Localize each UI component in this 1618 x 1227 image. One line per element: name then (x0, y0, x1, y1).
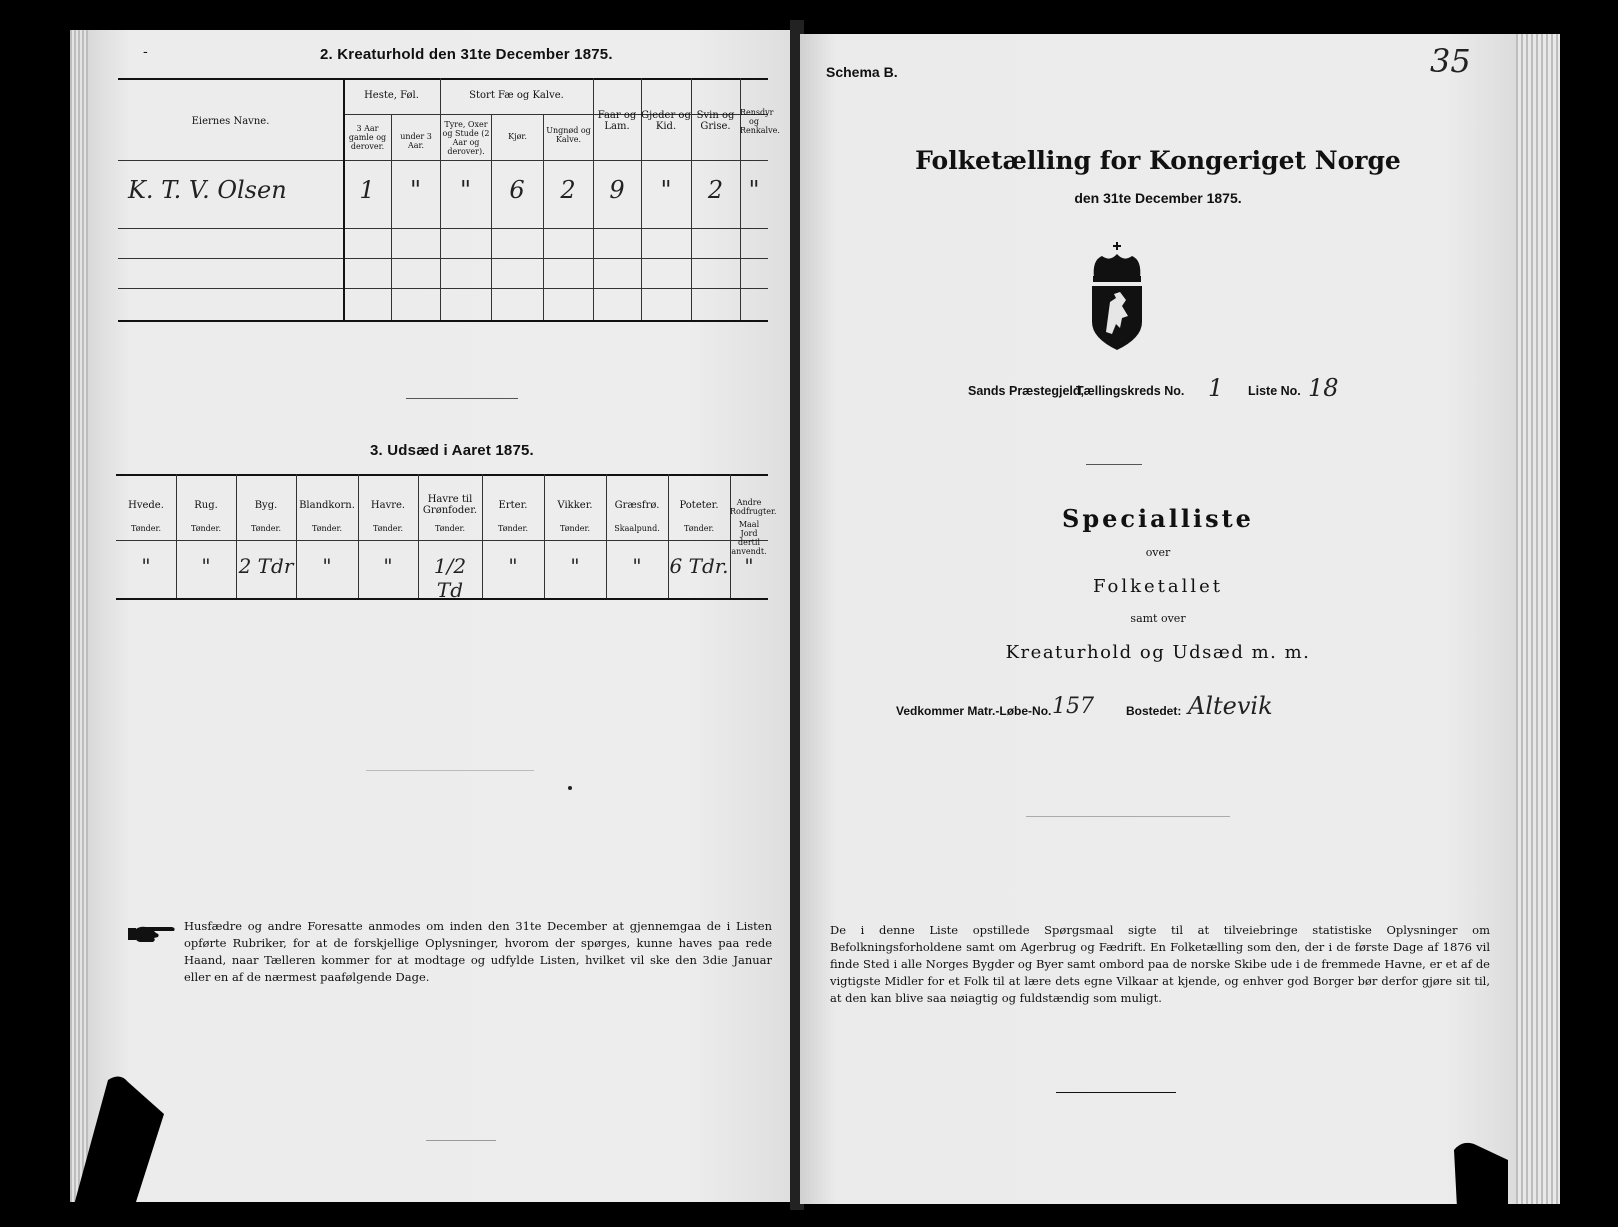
unit-rug: Tønder. (190, 524, 222, 533)
main-title: Folketælling for Kongeriget Norge (915, 146, 1401, 175)
table3-vline (606, 474, 607, 598)
table2-row-rule (118, 228, 768, 229)
faint-divider (366, 770, 534, 771)
table3-vline (236, 474, 237, 598)
coat-of-arms-icon (1086, 240, 1148, 352)
value-tyre: " (459, 176, 472, 204)
table2-row-rule (118, 288, 768, 289)
value-rug: " (201, 554, 211, 578)
schema-label: Schema B. (826, 64, 898, 80)
section3-title: 3. Udsæd i Aaret 1875. (370, 442, 534, 459)
heste-group-header: Heste, Føl. (364, 90, 419, 101)
footer-divider (1056, 1092, 1176, 1093)
col-byg: Byg. (254, 500, 278, 511)
unit-havre-gronfoder: Tønder. (434, 524, 466, 533)
value-vikker: " (570, 554, 580, 578)
footer-text: De i denne Liste opstillede Spørgsmaal sigte til at tilveiebringe statistiske Oplysninger om Befolkningsforholdene samt om Agerbrug og Fædrift. En Folketælling som den, der i de første Dage af 1876 vil finde Sted i alle Norges Bygder og Byer samt ombord paa de norske Skibe ude i de fremmede Havne, er et af de vigtigste Midler for et Folk til at lære dets egne Vilkaar at kjende, og enhver god Borger bør derfor gjøre sit til, at den kan blive saa nøiagtig og fuldstændig som muligt. (830, 923, 1490, 1005)
unit-havre: Tønder. (372, 524, 404, 533)
col-rensdyr: Rensdyr og Renkalve. (740, 108, 780, 135)
col-faar: Faar og Lam. (597, 110, 637, 132)
liste-value: 18 (1308, 374, 1339, 402)
unit-poteter: Tønder. (683, 524, 715, 533)
col-tyre: Tyre, Oxer og Stude (2 Aar og derover). (442, 120, 490, 156)
census-date: den 31te December 1875. (1074, 190, 1242, 206)
value-kjor: 6 (509, 176, 525, 204)
table3-top-rule (116, 474, 768, 476)
right-page-edges (1516, 34, 1560, 1204)
col-graesfro: Græsfrø. (614, 500, 660, 511)
book-clip-right (1448, 1140, 1508, 1227)
value-graesfro: " (632, 554, 642, 578)
kreds-label: Tællingskreds No. (1076, 384, 1185, 398)
left-page-edges (70, 30, 88, 1202)
notice-text: Husfædre og andre Foresatte anmodes om inden den 31te December at gjennemgaa de i Listen opførte Rubriker, for at de forskjellige Oplysninger, hvorom der spørges, kunne haves paa rede Haand, naar Tælleren kommer for at modtage og udfylde Listen, hvilket vil ske den 3die Januar eller en af de nærmest paafølgende Dage. (184, 919, 772, 984)
kreaturhold-udsaed-text: Kreaturhold og Udsæd m. m. (1005, 642, 1311, 663)
liste-label: Liste No. (1248, 384, 1301, 398)
matr-value: 157 (1052, 694, 1094, 719)
page-number: 35 (1430, 42, 1471, 80)
ink-dot (568, 786, 572, 790)
book-clip-left (68, 1074, 168, 1227)
table3-vline (176, 474, 177, 598)
col-heste-3aar: 3 Aar gamle og derover. (348, 124, 387, 151)
col-erter: Erter. (498, 500, 528, 511)
value-hvede: " (141, 554, 151, 578)
value-svin: 2 (707, 176, 724, 204)
value-gjeder: " (660, 176, 672, 204)
right-page (800, 34, 1516, 1204)
folketallet-text: Folketallet (1092, 576, 1224, 597)
faint-divider (426, 1140, 496, 1141)
value-andre-rodfrugter: " (744, 554, 754, 578)
bosted-value: Altevik (1188, 692, 1273, 720)
col-vikker: Vikker. (557, 500, 593, 511)
value-havre: " (383, 554, 393, 578)
kreds-value: 1 (1208, 374, 1224, 402)
value-ungnod: 2 (560, 176, 576, 204)
table3-vline (482, 474, 483, 598)
value-erter: " (508, 554, 518, 578)
pointing-hand-icon (126, 920, 178, 946)
col-blandkorn: Blandkorn. (299, 500, 355, 511)
table2-header-rule (118, 160, 768, 161)
owner-name-header: Eiernes Navne. (191, 116, 270, 127)
unit-vikker: Tønder. (559, 524, 591, 533)
bosted-label: Bostedet: (1126, 704, 1182, 718)
unit-graesfro: Skaalpund. (614, 524, 660, 533)
samt-over-text: samt over (1130, 612, 1186, 625)
col-havre: Havre. (370, 500, 406, 511)
value-rensdyr: " (748, 176, 760, 204)
owner-name-entry: K. T. V. Olsen (128, 176, 287, 204)
col-havre-gronfoder: Havre til Grønfoder. (422, 494, 478, 516)
table2-top-rule (118, 78, 768, 80)
value-havre-gronfoder: 1/2 Td (433, 554, 467, 602)
table2-vline (543, 114, 544, 320)
unit-blandkorn: Tønder. (311, 524, 343, 533)
value-heste-under3: " (409, 176, 422, 204)
prestegjeld-label: Sands Præstegjeld, (968, 384, 1085, 398)
unit-erter: Tønder. (497, 524, 529, 533)
value-poteter: 6 Tdr. (669, 554, 729, 578)
col-andre-rodfrugter: Andre Rodfrugter. (730, 498, 777, 516)
specialliste-title: Specialliste (1062, 504, 1254, 533)
value-faar: 9 (609, 176, 625, 204)
over-text: over (1145, 546, 1171, 559)
col-hvede: Hvede. (128, 500, 164, 511)
table3-vline (668, 474, 669, 598)
table3-vline (544, 474, 545, 598)
col-rug: Rug. (194, 500, 218, 511)
col-heste-under3: under 3 Aar. (400, 132, 432, 150)
table3-vline (296, 474, 297, 598)
value-blandkorn: " (322, 554, 332, 578)
value-byg: 2 Tdr (238, 554, 294, 578)
col-svin: Svin og Grise. (696, 110, 735, 132)
col-gjeder: Gjeder og Kid. (641, 110, 691, 132)
col-ungnod: Ungnød og Kalve. (546, 126, 591, 144)
faint-divider (1026, 816, 1230, 817)
table3-vline (358, 474, 359, 598)
col-poteter: Poteter. (679, 500, 719, 511)
matr-label: Vedkommer Matr.-Løbe-No. (896, 704, 1052, 718)
table3-header-rule (116, 540, 768, 541)
stort-fae-group-header: Stort Fæ og Kalve. (469, 90, 564, 101)
value-heste-3aar: 1 (359, 176, 375, 204)
table2-bottom-rule (118, 320, 768, 322)
divider-short (406, 398, 518, 399)
col-kjor: Kjør. (508, 132, 527, 141)
section2-title: 2. Kreaturhold den 31te December 1875. (320, 46, 613, 63)
table2-row-rule (118, 258, 768, 259)
unit-andre-rodfrugter: Maal Jord dertil anvendt. (731, 520, 767, 556)
divider-short (1086, 464, 1142, 465)
left-page (88, 30, 794, 1202)
stray-mark: - (143, 44, 148, 60)
unit-hvede: Tønder. (130, 524, 162, 533)
table2-vline (491, 114, 492, 320)
unit-byg: Tønder. (250, 524, 282, 533)
